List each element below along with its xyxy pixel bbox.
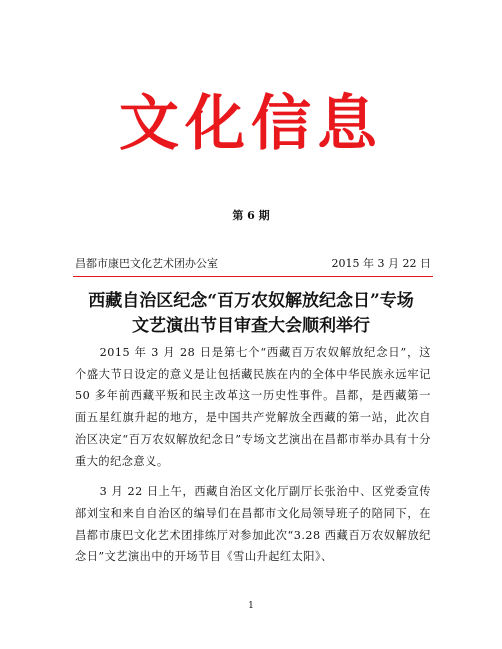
issue-number: 第 6 期	[232, 209, 270, 222]
meta-row	[75, 256, 431, 272]
red-divider-line	[73, 276, 433, 277]
paragraph-1: 2015 年 3 月 28 日是第七个“西藏百万农奴解放纪念日”，这个盛大节日设定的意义是让包括藏民族在内的全体中华民族永远牢记 50 多年前西藏平叛和民主改革这一历史性事件。昌都，是西藏第一面五星红旗升起的地方，是中国共产党解放全西藏的第一站，此次自治区决定“百万农奴解放纪念日”专场文艺演出在昌都市举办具有十分重大的纪念意义。	[75, 346, 431, 468]
paragraph-2: 3 月 22 日上午，西藏自治区文化厅副厅长张治中、区党委宣传部刘宝和来自自治区的编导们在昌都市文化局领导班子的陪同下，在昌都市康巴文化艺术团排练厅对参加此次“3.28 西藏百万农奴解放纪念日”文艺演出中的开场节目《雪山升起红太阳》、	[75, 485, 431, 564]
article-body	[75, 342, 431, 568]
page-number: 1	[248, 601, 254, 611]
headline-line-1: 西藏自治区纪念“百万农奴解放纪念日”专场	[88, 291, 414, 311]
headline-line-2: 文艺演出节目审查大会顺利举行	[132, 316, 370, 336]
issue-date: 2015 年 3 月 22 日	[331, 257, 431, 270]
article-headline	[60, 289, 442, 339]
masthead-title: 文化信息	[119, 89, 383, 159]
issuing-organization: 昌都市康巴文化艺术团办公室	[75, 257, 218, 270]
